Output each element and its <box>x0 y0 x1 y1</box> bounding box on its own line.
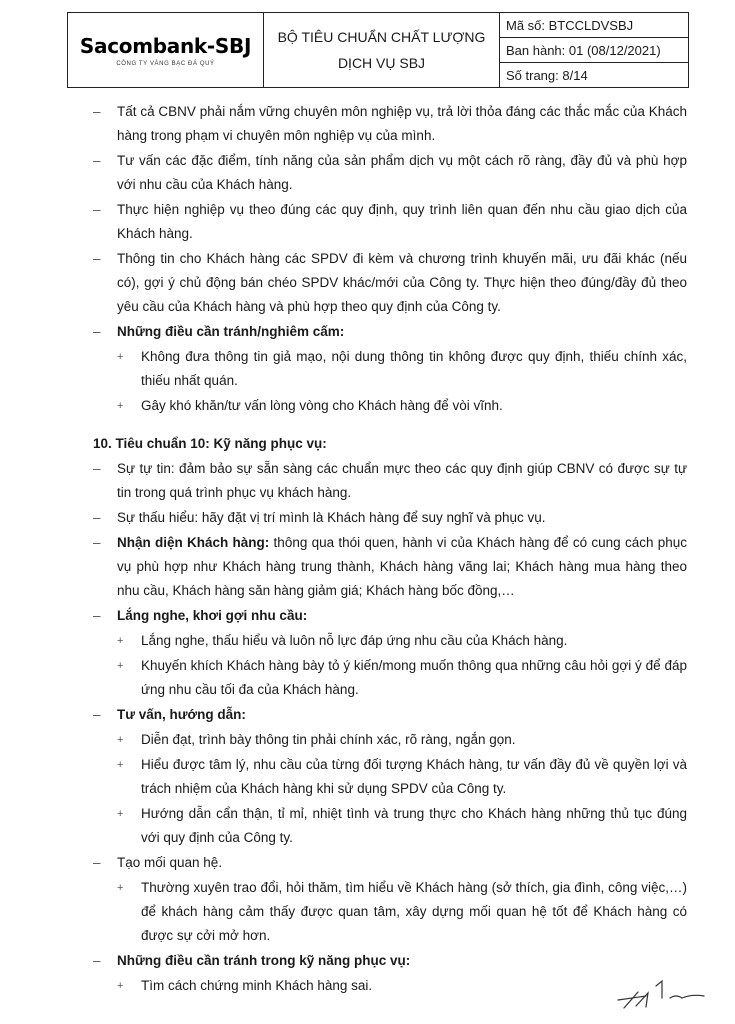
dash-bullet: – <box>93 953 101 968</box>
signature-initials <box>612 978 712 1016</box>
sub-list-item: + Tìm cách chứng minh Khách hàng sai. <box>93 974 687 998</box>
sub-list-item: + Diễn đạt, trình bày thông tin phải chính xác, rõ ràng, ngắn gọn. <box>93 728 687 752</box>
dash-bullet: – <box>93 153 101 168</box>
plus-bullet: + <box>117 400 124 412</box>
list-item: – Nhận diện Khách hàng: thông qua thói quen, hành vi của Khách hàng để có cung cách phục vụ phù hợp như Khách hàng trung thành, Khách hàng vãng lai; Khách hàng mua hàng theo nhu cầu, Khách hàng săn hàng giảm giá; Khách hàng bốc đồng,… <box>93 531 687 603</box>
document-header <box>67 12 689 88</box>
dash-bullet: – <box>93 510 101 525</box>
document-info <box>500 13 688 87</box>
sub-list-item: + Không đưa thông tin giả mạo, nội dung thông tin không được quy định, thiếu chính xác, thiếu nhất quán. <box>93 345 687 393</box>
plus-bullet: + <box>117 351 124 363</box>
dash-bullet: – <box>93 251 101 266</box>
listen-heading: – Lắng nghe, khơi gợi nhu cầu: <box>93 604 687 628</box>
dash-bullet: – <box>93 202 101 217</box>
dash-bullet: – <box>93 608 101 623</box>
section-10-heading: 10. Tiêu chuẩn 10: Kỹ năng phục vụ: <box>93 436 327 451</box>
list-item: – Sự thấu hiểu: hãy đặt vị trí mình là Khách hàng để suy nghĩ và phục vụ. <box>93 506 687 530</box>
plus-bullet: + <box>117 734 124 746</box>
page-number: Số trang: 8/14 <box>506 67 588 83</box>
dash-bullet: – <box>93 707 101 722</box>
plus-bullet: + <box>117 660 124 672</box>
sub-list-item: + Lắng nghe, thấu hiểu và luôn nỗ lực đáp ứng nhu cầu của Khách hàng. <box>93 629 687 653</box>
list-item: – Tất cả CBNV phải nắm vững chuyên môn nghiệp vụ, trả lời thỏa đáng các thắc mắc của Khách hàng trong phạm vi chuyên môn nghiệp vụ của mình. <box>93 100 687 148</box>
list-item: – Thực hiện nghiệp vụ theo đúng các quy định, quy trình liên quan đến nhu cầu giao dịch của Khách hàng. <box>93 198 687 246</box>
list-item: – Tư vấn các đặc điểm, tính năng của sản phẩm dịch vụ một cách rõ ràng, đầy đủ và phù hợp với nhu cầu của Khách hàng. <box>93 149 687 197</box>
avoid-service-heading: – Những điều cần tránh trong kỹ năng phục vụ: <box>93 949 687 973</box>
list-item: – Thông tin cho Khách hàng các SPDV đi kèm và chương trình khuyến mãi, ưu đãi khác (nếu có), gợi ý chủ động bán chéo SPDV khác/mới của Công ty. Thực hiện theo đúng/đầy đủ theo yêu cầu của Khách hàng và phù hợp theo quy định của Công ty. <box>93 247 687 319</box>
advise-heading: – Tư vấn, hướng dẫn: <box>93 703 687 727</box>
logo-text: Sacombank-SBJ <box>79 33 252 58</box>
document-title <box>264 13 500 87</box>
company-logo <box>68 13 264 87</box>
dash-bullet: – <box>93 855 101 870</box>
logo-subtitle: CÔNG TY VÀNG BẠC ĐÁ QUÝ <box>116 60 215 67</box>
sub-list-item: + Hướng dẫn cẩn thận, tỉ mỉ, nhiệt tình và trung thực cho Khách hàng những thủ tục đúng với quy định của Công ty. <box>93 802 687 850</box>
dash-bullet: – <box>93 324 101 339</box>
sub-list-item: + Khuyến khích Khách hàng bày tỏ ý kiến/mong muốn thông qua những câu hỏi gợi ý để đáp ứng nhu cầu tối đa của Khách hàng. <box>93 654 687 702</box>
dash-bullet: – <box>93 461 101 476</box>
list-item: – Sự tự tin: đảm bảo sự sẵn sàng các chuẩn mực theo các quy định giúp CBNV có được sự tự tin trong quá trình phục vụ khách hàng. <box>93 457 687 505</box>
issue-date: Ban hành: 01 (08/12/2021) <box>500 38 688 63</box>
document-body <box>93 100 687 999</box>
plus-bullet: + <box>117 882 124 894</box>
plus-bullet: + <box>117 808 124 820</box>
title-line-2: DỊCH VỤ SBJ <box>337 55 426 71</box>
plus-bullet: + <box>117 635 124 647</box>
dash-bullet: – <box>93 104 101 119</box>
document-code: Mã số: BTCCLDVSBJ <box>500 13 688 38</box>
plus-bullet: + <box>117 980 124 992</box>
relation-heading: – Tạo mối quan hệ. <box>93 851 687 875</box>
dash-bullet: – <box>93 535 101 550</box>
title-line-1: BỘ TIÊU CHUẨN CHẤT LƯỢNG <box>277 29 486 45</box>
avoid-heading: – Những điều cần tránh/nghiêm cấm: <box>93 320 687 344</box>
sub-list-item: + Gây khó khăn/tư vấn lòng vòng cho Khách hàng để vòi vĩnh. <box>93 394 687 418</box>
sub-list-item: + Hiểu được tâm lý, nhu cầu của từng đối tượng Khách hàng, tư vấn đầy đủ về quyền lợi và trách nhiệm của Khách hàng khi sử dụng SPDV của Công ty. <box>93 753 687 801</box>
plus-bullet: + <box>117 759 124 771</box>
sub-list-item: + Thường xuyên trao đổi, hỏi thăm, tìm hiểu về Khách hàng (sở thích, gia đình, công việc,…) để khách hàng cảm thấy được quan tâm, xây dựng mối quan hệ tốt để Khách hàng có được sự cởi mở hơn. <box>93 876 687 948</box>
